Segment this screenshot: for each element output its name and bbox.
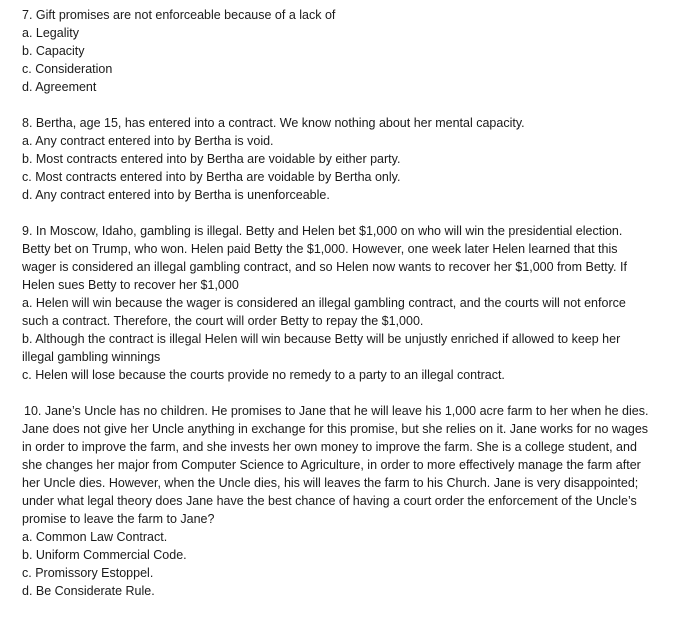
answer-option: b. Most contracts entered into by Bertha are voidable by either party. bbox=[22, 152, 401, 166]
question-stem: 8. Bertha, age 15, has entered into a contract. We know nothing about her mental capacity. bbox=[22, 116, 525, 130]
answer-option: a. Any contract entered into by Bertha is void. bbox=[22, 134, 274, 148]
question-9 bbox=[22, 222, 680, 384]
question-stem: 10. Jane’s Uncle has no children. He promises to Jane that he will leave his 1,000 acre farm to her when he dies. Jane does not give her Uncle anything in exchange for this promise, but she relies on it. Jane works for no wages in order to improve the farm, and she invests her own money to improve the farm. She is a college student, and she changes her major from Computer Science to Agriculture, in order to more effectively manage the farm after her Uncle dies. However, when the Uncle dies, his will leaves the farm to his Church. Jane is very disappointed; under what legal theory does Jane have the best chance of having a court order the enforcement of the Uncle’s promise to leave the farm to Jane? bbox=[22, 404, 649, 526]
answer-option: c. Most contracts entered into by Bertha are voidable by Bertha only. bbox=[22, 170, 401, 184]
answer-option: d. Be Considerate Rule. bbox=[22, 584, 155, 598]
answer-option: b. Although the contract is illegal Helen will win because Betty will be unjustly enriched if allowed to keep her illegal gambling winnings bbox=[22, 332, 621, 364]
answer-option: d. Agreement bbox=[22, 80, 97, 94]
answer-option: c. Helen will lose because the courts provide no remedy to a party to an illegal contract. bbox=[22, 368, 505, 382]
answer-option: b. Uniform Commercial Code. bbox=[22, 548, 187, 562]
question-7 bbox=[22, 6, 680, 96]
question-10 bbox=[22, 402, 680, 600]
answer-option: b. Capacity bbox=[22, 44, 85, 58]
question-stem: 9. In Moscow, Idaho, gambling is illegal. Betty and Helen bet $1,000 on who will win the presidential election. Betty bet on Trump, who won. Helen paid Betty the $1,000. However, one week later Helen learned that this wager is considered an illegal gambling contract, and so Helen now wants to recover her $1,000 from Betty. If Helen sues Betty to recover her $1,000 bbox=[22, 224, 627, 292]
question-8 bbox=[22, 114, 680, 204]
question-stem: 7. Gift promises are not enforceable because of a lack of bbox=[22, 8, 336, 22]
answer-option: c. Promissory Estoppel. bbox=[22, 566, 154, 580]
answer-option: c. Consideration bbox=[22, 62, 113, 76]
answer-option: a. Common Law Contract. bbox=[22, 530, 168, 544]
answer-option: d. Any contract entered into by Bertha is unenforceable. bbox=[22, 188, 330, 202]
answer-option: a. Legality bbox=[22, 26, 79, 40]
answer-option: a. Helen will win because the wager is considered an illegal gambling contract, and the courts will not enforce such a contract. Therefore, the court will order Betty to repay the $1,000. bbox=[22, 296, 626, 328]
